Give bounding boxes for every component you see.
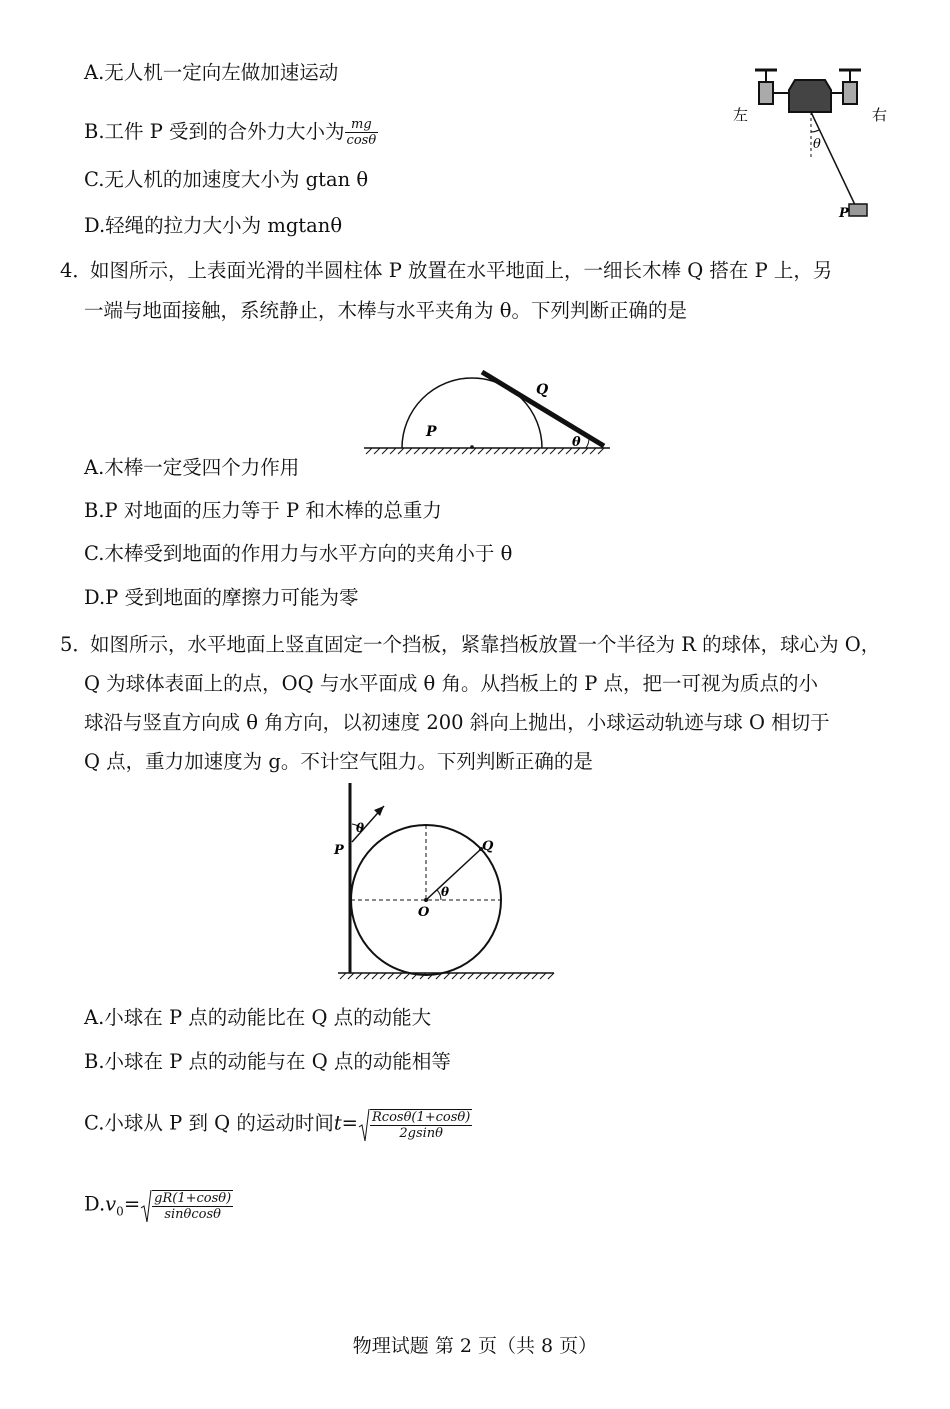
q5-option-c-variable: t= bbox=[333, 1111, 359, 1135]
q5-option-c-sqrt bbox=[358, 1107, 472, 1141]
q5-option-a: A.小球在 P 点的动能比在 Q 点的动能大 bbox=[84, 1006, 432, 1029]
drone-figure bbox=[725, 62, 895, 222]
q3-option-b-fraction bbox=[345, 117, 379, 148]
q4-option-c: C.木棒受到地面的作用力与水平方向的夹角小于 θ bbox=[84, 542, 513, 565]
q5-option-d-sqrt bbox=[140, 1188, 233, 1222]
q5-stem-line2: Q 为球体表面上的点，OQ 与水平面成 θ 角。从挡板上的 P 点，把一可视为质点的小 bbox=[84, 672, 819, 695]
q3-option-d: D.轻绳的拉力大小为 mgtanθ bbox=[84, 214, 343, 237]
q5-number: 5． bbox=[60, 633, 92, 656]
half-cylinder-figure bbox=[360, 362, 615, 460]
q3-option-c: C.无人机的加速度大小为 gtan θ bbox=[84, 168, 369, 191]
label-theta: θ bbox=[813, 137, 821, 152]
label-p: P bbox=[334, 843, 344, 858]
q5-stem-line3: 球沿与竖直方向成 θ 角方向，以初速度 200 斜向上抛出，小球运动轨迹与球 O 相切于 bbox=[84, 711, 830, 734]
q4-option-b: B.P 对地面的压力等于 P 和木棒的总重力 bbox=[84, 499, 442, 522]
q5-option-d bbox=[84, 1188, 233, 1224]
q5-option-d-equals: = bbox=[123, 1192, 141, 1216]
q4-number: 4． bbox=[60, 259, 92, 282]
label-theta: θ bbox=[572, 435, 581, 450]
q5-option-c bbox=[84, 1107, 472, 1141]
q4-option-a: A.木棒一定受四个力作用 bbox=[84, 456, 300, 479]
label-o: O bbox=[418, 905, 430, 920]
q5-stem-line4: Q 点，重力加速度为 g。不计空气阻力。下列判断正确的是 bbox=[84, 750, 593, 773]
fraction-denominator: sinθcosθ bbox=[152, 1206, 233, 1222]
fraction-numerator: gR(1+cosθ) bbox=[154, 1191, 232, 1206]
page-footer: 物理试题 第 2 页（共 8 页） bbox=[352, 1335, 598, 1357]
label-q: Q bbox=[536, 382, 549, 398]
q5-option-c-fraction bbox=[370, 1110, 472, 1141]
q4-stem-line1: 如图所示，上表面光滑的半圆柱体 P 放置在水平地面上，一细长木棒 Q 搭在 P 上，另 bbox=[90, 259, 833, 282]
fraction-denominator: 2gsinθ bbox=[370, 1125, 472, 1141]
label-theta-p: θ bbox=[356, 821, 365, 835]
label-p: P bbox=[426, 424, 437, 440]
q5-option-c-text: C.小球从 P 到 Q 的运动时间 bbox=[84, 1111, 334, 1135]
sphere-baffle-figure bbox=[330, 780, 560, 985]
fraction-denominator: cosθ bbox=[346, 133, 377, 148]
label-right: 右 bbox=[872, 106, 888, 124]
q4-option-d: D.P 受到地面的摩擦力可能为零 bbox=[84, 586, 359, 609]
label-p: P bbox=[839, 206, 849, 221]
q5-stem-line1: 如图所示，水平地面上竖直固定一个挡板，紧靠挡板放置一个半径为 R 的球体，球心为 O， bbox=[90, 633, 881, 656]
q5-option-d-text: D. bbox=[84, 1192, 106, 1216]
q3-option-a: A.无人机一定向左做加速运动 bbox=[84, 61, 339, 84]
fraction-numerator: mg bbox=[351, 117, 372, 132]
label-q: Q bbox=[482, 839, 494, 854]
q5-option-b: B.小球在 P 点的动能与在 Q 点的动能相等 bbox=[84, 1050, 451, 1073]
label-left: 左 bbox=[733, 106, 749, 124]
q3-option-b bbox=[84, 117, 378, 148]
label-theta-o: θ bbox=[441, 885, 450, 899]
q3-option-b-text: B.工件 P 受到的合外力大小为 bbox=[84, 120, 345, 143]
fraction-numerator: Rcosθ(1+cosθ) bbox=[372, 1110, 471, 1125]
q5-option-d-fraction bbox=[152, 1191, 233, 1222]
q5-option-d-subscript: 0 bbox=[116, 1204, 124, 1219]
q4-stem-line2: 一端与地面接触，系统静止，木棒与水平夹角为 θ。下列判断正确的是 bbox=[84, 299, 687, 322]
q5-option-d-variable: v bbox=[105, 1192, 117, 1216]
